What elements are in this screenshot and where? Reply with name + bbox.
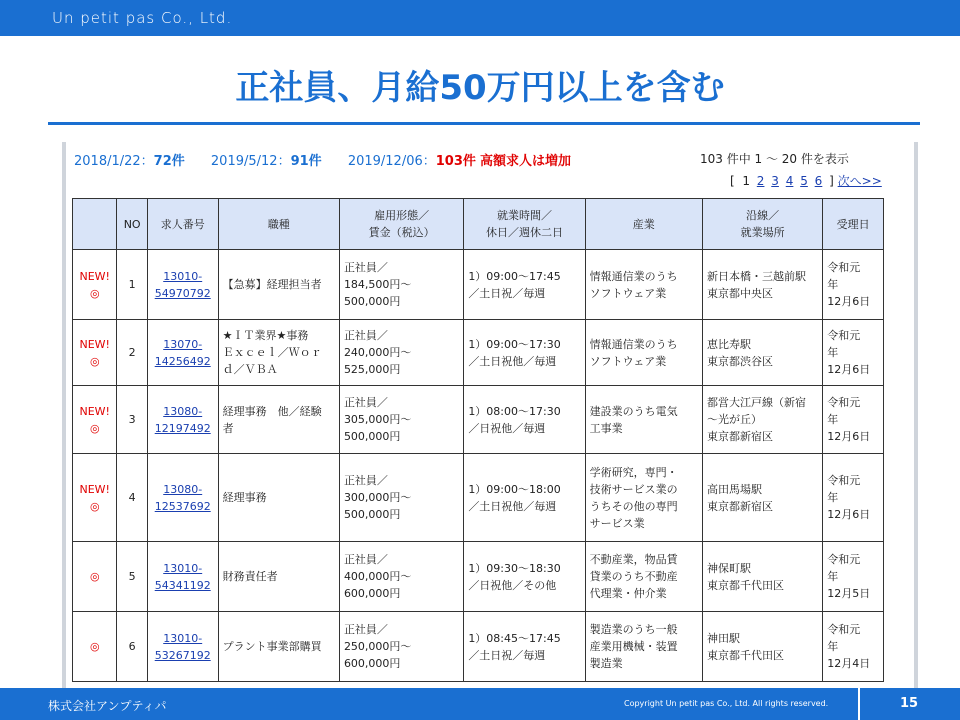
industry: 学術研究，専門・ 技術サービス業の うちその他の専門 サービス業 xyxy=(585,454,702,542)
stats-note: 高額求人は増加 xyxy=(480,154,572,169)
industry: 建設業のうち電気 工事業 xyxy=(585,386,702,454)
header-flag xyxy=(73,199,117,250)
received-date: 令和元 年 12月6日 xyxy=(823,320,884,386)
pager-link-2[interactable]: 2 xyxy=(756,174,765,188)
row-number: 4 xyxy=(117,454,147,542)
received-date: 令和元 年 12月6日 xyxy=(823,386,884,454)
received-date: 令和元 年 12月5日 xyxy=(823,542,884,612)
industry: 製造業のうち一般 産業用機械・装置 製造業 xyxy=(585,612,702,682)
received-date: 令和元 年 12月6日 xyxy=(823,250,884,320)
footer-copyright: Copyright Un petit pas Co., Ltd. All rights reserved. xyxy=(624,699,829,708)
header-date: 受理日 xyxy=(823,199,884,250)
header-hours: 就業時間／ 休日／週休二日 xyxy=(464,199,585,250)
new-flag: NEW! ◎ xyxy=(73,250,117,320)
work-hours: 1）09:00～17:45 ／土日祝／毎週 xyxy=(464,250,585,320)
work-hours: 1）08:00～17:30 ／日祝他／毎週 xyxy=(464,386,585,454)
employment-pay: 正社員／ 305,000円～ 500,000円 xyxy=(339,386,463,454)
brand-name: Un petit pas Co., Ltd. xyxy=(52,9,233,27)
job-id-link[interactable]: 13080- 12197492 xyxy=(154,404,211,435)
result-count: 103 件中 1 ～ 20 件を表示 xyxy=(700,152,849,166)
employment-pay: 正社員／ 250,000円～ 600,000円 xyxy=(339,612,463,682)
employment-pay: 正社員／ 184,500円～ 500,000円 xyxy=(339,250,463,320)
employment-pay: 正社員／ 400,000円～ 600,000円 xyxy=(339,542,463,612)
new-flag: NEW! ◎ xyxy=(73,454,117,542)
header-industry: 産業 xyxy=(585,199,702,250)
job-id-link[interactable]: 13080- 12537692 xyxy=(154,482,211,513)
table-row xyxy=(73,542,884,612)
row-number: 3 xyxy=(117,386,147,454)
title-divider xyxy=(48,122,920,125)
work-location: 恵比寿駅 東京都渋谷区 xyxy=(702,320,822,386)
new-flag: ◎ xyxy=(73,612,117,682)
received-date: 令和元 年 12月4日 xyxy=(823,612,884,682)
industry: 情報通信業のうち ソフトウェア業 xyxy=(585,250,702,320)
stat-date-1: 2018/1/22： xyxy=(74,154,154,169)
job-title: 【急募】経理担当者 xyxy=(218,250,339,320)
pager-link-6[interactable]: 6 xyxy=(814,174,823,188)
work-hours: 1）09:00～17:30 ／土日祝他／毎週 xyxy=(464,320,585,386)
work-location: 都営大江戸線（新宿 ～光が丘） 東京都新宿区 xyxy=(702,386,822,454)
industry: 情報通信業のうち ソフトウェア業 xyxy=(585,320,702,386)
table-row xyxy=(73,454,884,542)
job-title: 財務責任者 xyxy=(218,542,339,612)
stat-count-2: 91件 xyxy=(290,154,322,169)
pager-close-bracket: ] xyxy=(829,174,834,188)
page-number: 15 xyxy=(900,696,919,711)
row-number: 1 xyxy=(117,250,147,320)
work-hours: 1）09:30～18:30 ／日祝他／その他 xyxy=(464,542,585,612)
job-title: 経理事務 xyxy=(218,454,339,542)
pager-link-4[interactable]: 4 xyxy=(785,174,794,188)
work-location: 神保町駅 東京都千代田区 xyxy=(702,542,822,612)
pager-link-3[interactable]: 3 xyxy=(771,174,779,188)
footer-separator xyxy=(858,688,860,720)
pager-link-5[interactable]: 5 xyxy=(800,174,808,188)
job-id-link[interactable]: 13010- 54970792 xyxy=(154,269,211,300)
pager-current-page: 1 xyxy=(742,174,750,188)
industry: 不動産業，物品賃 貸業のうち不動産 代理業・仲介業 xyxy=(585,542,702,612)
job-table xyxy=(72,198,884,682)
work-location: 新日本橋・三越前駅 東京都中央区 xyxy=(702,250,822,320)
stat-count-1: 72件 xyxy=(153,154,185,169)
new-flag: NEW! ◎ xyxy=(73,386,117,454)
new-flag: ◎ xyxy=(73,542,117,612)
stats-line xyxy=(74,150,571,169)
pagination xyxy=(730,172,885,189)
job-title: プラント事業部購買 xyxy=(218,612,339,682)
header-job-id: 求人番号 xyxy=(147,199,218,250)
work-hours: 1）09:00～18:00 ／土日祝他／毎週 xyxy=(464,454,585,542)
new-flag: NEW! ◎ xyxy=(73,320,117,386)
table-row xyxy=(73,386,884,454)
footer-company: 株式会社アンプティパ xyxy=(48,699,167,713)
header-no: NO xyxy=(117,199,147,250)
row-number: 5 xyxy=(117,542,147,612)
job-id-link[interactable]: 13010- 54341192 xyxy=(154,561,211,592)
work-hours: 1）08:45～17:45 ／土日祝／毎週 xyxy=(464,612,585,682)
table-header-row xyxy=(73,199,884,250)
table-row xyxy=(73,612,884,682)
pager-open-bracket: [ xyxy=(730,174,735,188)
header-job-type: 職種 xyxy=(218,199,339,250)
stat-date-2: 2019/5/12： xyxy=(210,154,291,169)
header-pay: 雇用形態／ 賃金（税込） xyxy=(339,199,463,250)
pager-next-link[interactable]: 次へ>> xyxy=(837,174,882,188)
employment-pay: 正社員／ 300,000円～ 500,000円 xyxy=(339,454,463,542)
top-bar xyxy=(0,0,960,36)
row-number: 6 xyxy=(117,612,147,682)
job-title: ★ＩＴ業界★事務 Ｅｘｃｅｌ／Ｗｏｒ ｄ／ＶＢＡ xyxy=(218,320,339,386)
work-location: 高田馬場駅 東京都新宿区 xyxy=(702,454,822,542)
stat-count-3: 103件 xyxy=(435,154,476,169)
stat-date-3: 2019/12/06： xyxy=(347,154,436,169)
page-title: 正社員、月給50万円以上を含む xyxy=(235,68,725,108)
work-location: 神田駅 東京都千代田区 xyxy=(702,612,822,682)
table-row xyxy=(73,250,884,320)
received-date: 令和元 年 12月6日 xyxy=(823,454,884,542)
header-location: 沿線／ 就業場所 xyxy=(702,199,822,250)
job-id-link[interactable]: 13070- 14256492 xyxy=(154,337,211,368)
table-row xyxy=(73,320,884,386)
job-id-link[interactable]: 13010- 53267192 xyxy=(154,631,211,662)
job-title: 経理事務 他／経験 者 xyxy=(218,386,339,454)
row-number: 2 xyxy=(117,320,147,386)
employment-pay: 正社員／ 240,000円～ 525,000円 xyxy=(339,320,463,386)
footer-bar xyxy=(0,688,960,720)
